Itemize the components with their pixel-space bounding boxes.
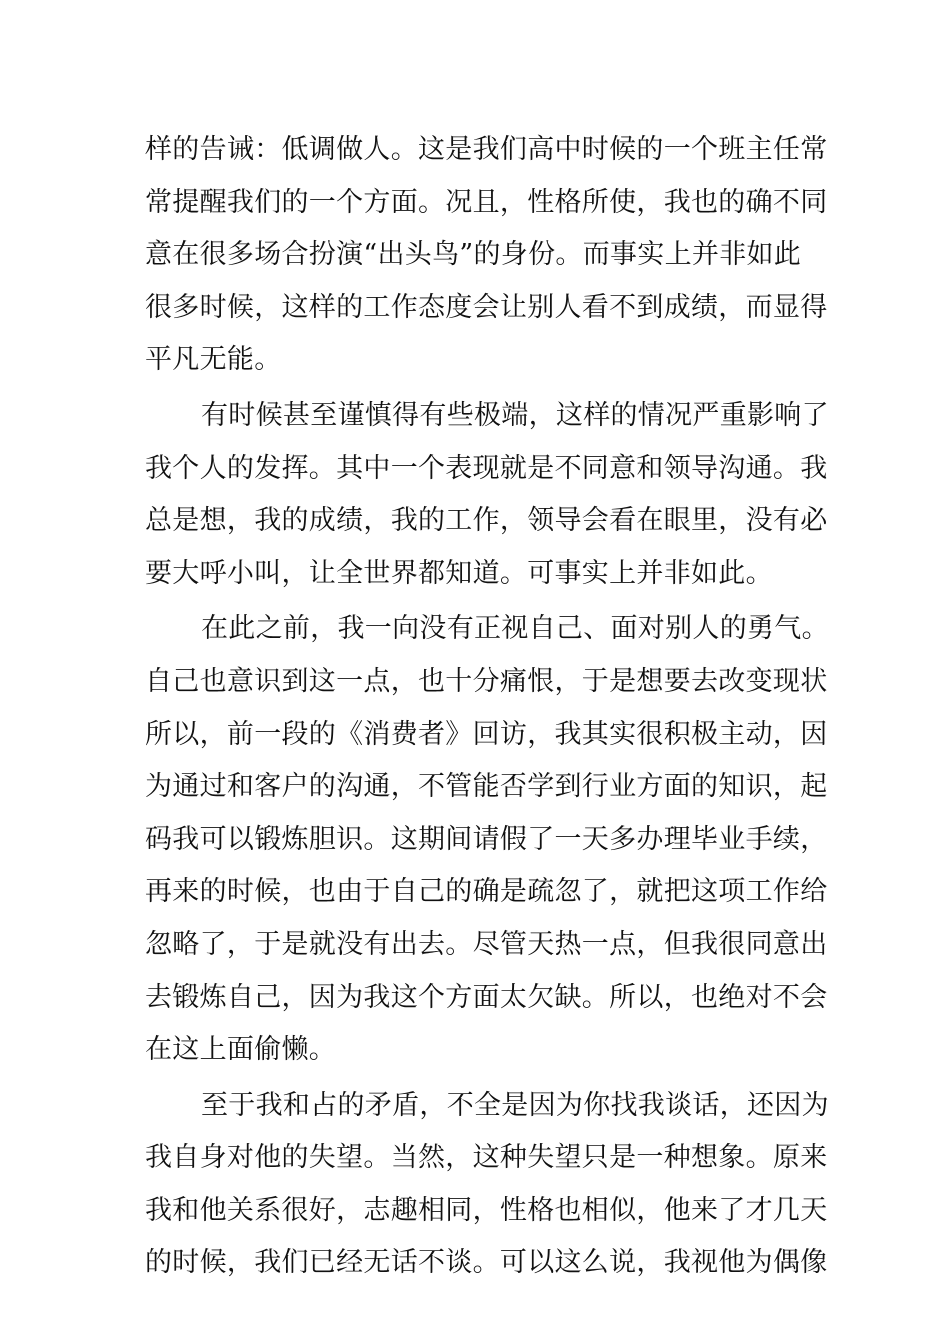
paragraph-2: [145, 390, 829, 600]
text-line: 意在很多场合扮演“出头鸟”的身份。而事实上并非如此: [145, 239, 802, 271]
text-line: 为通过和客户的沟通，不管能否学到行业方面的知识，起: [145, 771, 828, 803]
text-line: 再来的时候，也由于自己的确是疏忽了，就把这项工作给: [145, 876, 828, 908]
text-line: 在此之前，我一向没有正视自己、面对别人的勇气。: [201, 613, 829, 645]
text-line: 样的告诫：低调做人。这是我们高中时候的一个班主任常: [145, 134, 828, 165]
paragraph-1: [145, 124, 828, 387]
text-line: 忽略了，于是就没有出去。尽管天热一点，但我很同意出: [145, 928, 828, 960]
text-line: 的时候，我们已经无话不谈。可以这么说，我视他为偶像: [145, 1247, 828, 1279]
text-line: 至于我和占的矛盾，不全是因为你找我谈话，还因为: [201, 1089, 829, 1121]
text-line: 平凡无能。: [145, 344, 282, 376]
text-line: 自己也意识到这一点，也十分痛恨，于是想要去改变现状: [145, 665, 828, 697]
text-line: 所以，前一段的《消费者》回访，我其实很积极主动，因: [145, 718, 828, 750]
paragraph-4: [145, 1080, 829, 1290]
text-line: 要大呼小叫，让全世界都知道。可事实上并非如此。: [145, 557, 773, 589]
text-line: 有时候甚至谨慎得有些极端，这样的情况严重影响了: [201, 399, 829, 431]
text-line: 很多时候，这样的工作态度会让别人看不到成绩，而显得: [145, 291, 828, 323]
paragraph-3: [145, 603, 829, 1076]
text-line: 我和他关系很好，志趣相同，性格也相似，他来了才几天: [145, 1194, 828, 1226]
text-line: 在这上面偷懒。: [145, 1034, 337, 1066]
text-line: 码我可以锻炼胆识。这期间请假了一天多办理毕业手续，: [145, 823, 828, 855]
text-line: 我自身对他的失望。当然，这种失望只是一种想象。原来: [145, 1142, 828, 1174]
text-line: 我个人的发挥。其中一个表现就是不同意和领导沟通。我: [145, 452, 828, 484]
document-body: [145, 124, 829, 1290]
text-line: 总是想，我的成绩，我的工作，领导会看在眼里，没有必: [145, 505, 828, 537]
text-line: 常提醒我们的一个方面。况且，性格所使，我也的确不同: [145, 186, 828, 218]
text-line: 去锻炼自己，因为我这个方面太欠缺。所以，也绝对不会: [145, 981, 828, 1013]
